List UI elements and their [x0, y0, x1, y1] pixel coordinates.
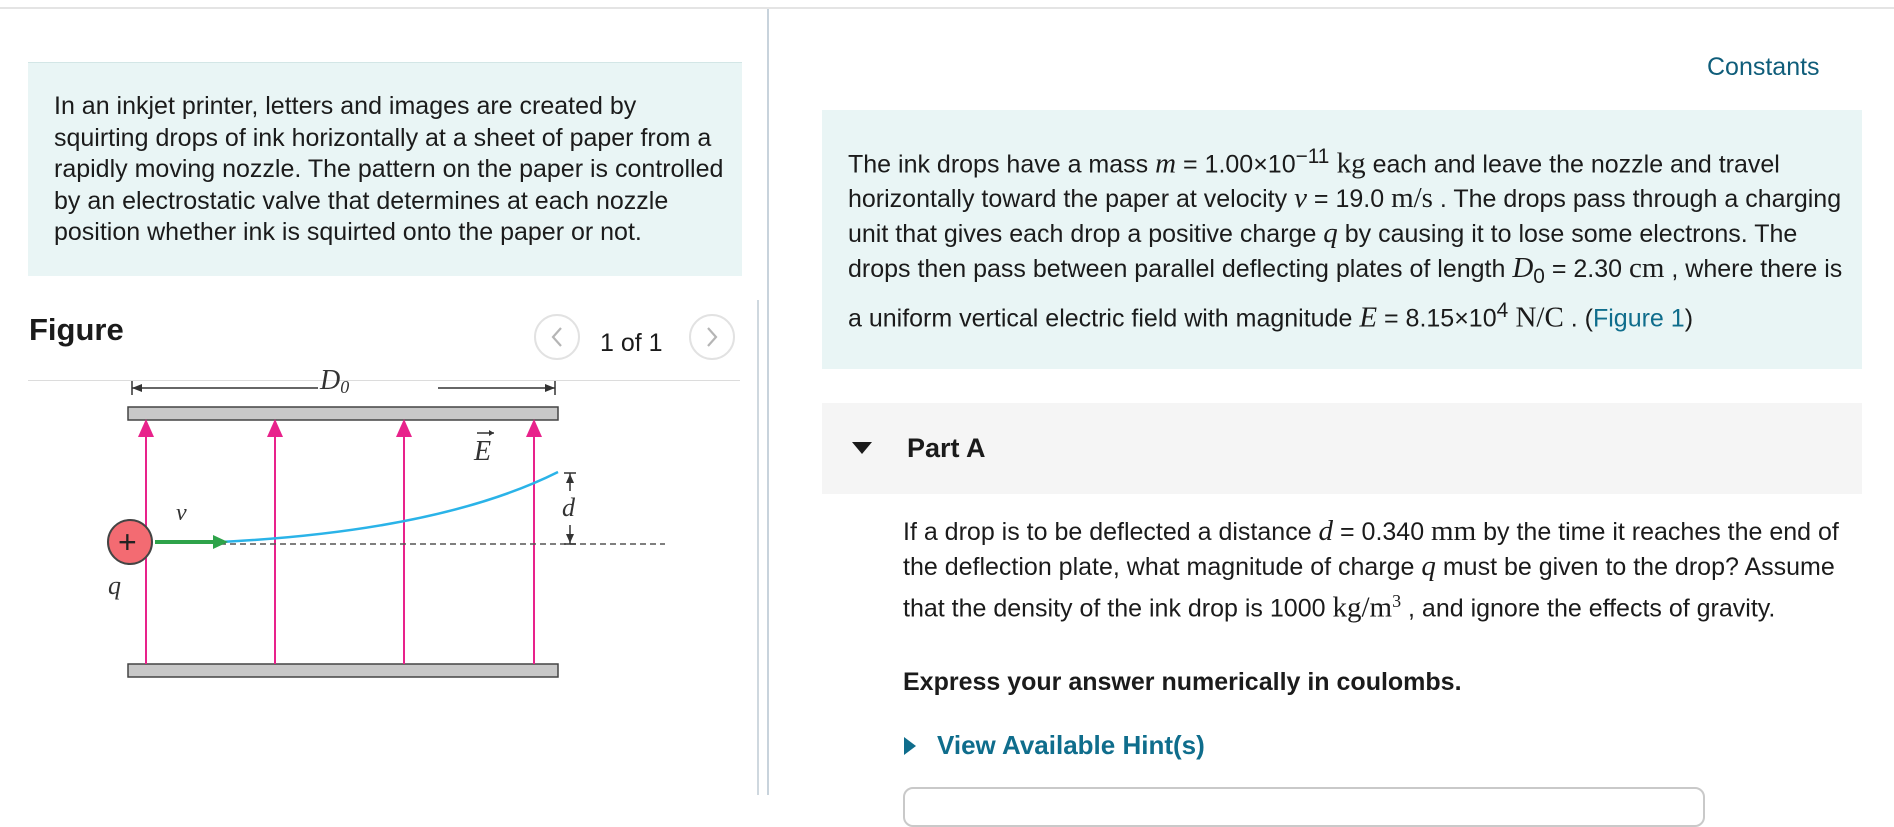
intro-text: In an inkjet printer, letters and images are created by squirting drops of ink horizontally at a sheet of paper from a rapidly moving nozzle. The pattern on the paper is controlled by an electrostatic valve that determines at each nozzle position whether ink is squirted onto the paper or not.	[54, 92, 724, 246]
problem-text-part: , where there is a uniform vertical electric field with magnitude	[848, 255, 1843, 333]
caret-right-icon	[903, 735, 917, 757]
answer-instruction: Express your answer numerically in coulombs.	[903, 668, 1462, 696]
answer-box[interactable]	[903, 787, 1705, 827]
dimension-arrow-left	[132, 384, 142, 392]
question-text	[903, 514, 1863, 625]
velocity-unit: m/s	[1391, 182, 1433, 215]
caret-down-icon	[851, 439, 873, 457]
dimension-arrow-right	[545, 384, 555, 392]
field-value: = 8.15×10	[1377, 304, 1497, 333]
length-label	[319, 365, 349, 397]
density-exponent: 3	[1392, 591, 1402, 611]
deflection-label: d	[562, 493, 575, 522]
plate-length-symbol: D	[1512, 252, 1534, 285]
prev-figure-button[interactable]	[534, 314, 580, 360]
left-panel-scrollbar[interactable]	[757, 300, 759, 795]
problem-text-part: )	[1684, 304, 1694, 333]
problem-text-part: The ink drops have a mass	[848, 150, 1156, 179]
charge-label: q	[108, 571, 121, 600]
problem-panel	[822, 110, 1862, 369]
plate-length-unit: cm	[1629, 252, 1665, 285]
field-exponent: 4	[1496, 299, 1509, 323]
distance-symbol: d	[1318, 515, 1334, 547]
plate-length-value: = 2.30	[1544, 255, 1629, 284]
problem-text-part: . (	[1563, 304, 1593, 333]
part-a-label: Part A	[907, 433, 986, 463]
question-text-part: by the time it reaches the end of the deflection plate, what magnitude of charge	[903, 518, 1839, 581]
view-hints-label: View Available Hint(s)	[937, 730, 1205, 760]
question-text-part: , and ignore the effects of gravity.	[1401, 594, 1776, 623]
mass-exponent: −11	[1295, 145, 1330, 168]
drop-trajectory	[220, 472, 558, 542]
chevron-left-icon	[548, 325, 566, 349]
panel-divider	[767, 9, 769, 795]
question-text-part: If a drop is to be deflected a distance	[903, 518, 1319, 546]
velocity-arrowhead	[213, 535, 228, 549]
problem-text-part: by causing it to lose some electrons. The drops then pass between parallel deflecting plates of length	[848, 220, 1798, 284]
next-figure-button[interactable]	[689, 314, 735, 360]
field-label: E	[474, 436, 492, 467]
field-symbol: E	[1359, 301, 1378, 334]
inkjet-deflection-figure	[80, 365, 680, 701]
charge-symbol: q	[1421, 550, 1436, 582]
figure-link[interactable]: Figure 1	[1592, 304, 1685, 333]
field-unit: N/C	[1508, 301, 1564, 334]
plus-sign: +	[118, 524, 137, 560]
figure-pager: 1 of 1	[600, 329, 663, 357]
bottom-plate	[128, 664, 558, 677]
problem-text-part: . The drops pass through a charging unit that gives each drop a positive charge	[848, 185, 1842, 249]
length-label-sub: 0	[340, 377, 350, 397]
chevron-right-icon	[703, 325, 721, 349]
deflection-arrow-down	[566, 534, 574, 543]
deflection-arrow-up	[566, 474, 574, 483]
top-plate	[128, 407, 558, 420]
velocity-symbol: v	[1294, 182, 1307, 215]
distance-value: = 0.340	[1333, 518, 1432, 546]
intro-panel	[28, 62, 742, 276]
constants-link[interactable]: Constants	[1707, 53, 1820, 81]
length-label-main: D	[320, 365, 341, 396]
distance-unit: mm	[1431, 515, 1477, 547]
velocity-label: v	[176, 500, 187, 526]
mass-value: = 1.00×10	[1176, 150, 1296, 179]
top-rule	[0, 7, 1894, 9]
mass-symbol: m	[1155, 147, 1177, 180]
mass-unit: kg	[1329, 147, 1366, 180]
figure-heading: Figure	[29, 312, 124, 347]
plate-length-subscript: 0	[1533, 265, 1545, 289]
question-text-part: must be given to the drop? Assume that the density of the ink drop is 1000	[903, 553, 1835, 623]
density-unit: kg/m	[1332, 591, 1393, 624]
velocity-value: = 19.0	[1306, 185, 1392, 214]
charge-symbol: q	[1323, 217, 1338, 250]
view-hints-link[interactable]	[903, 730, 1205, 761]
problem-text	[848, 140, 1848, 336]
problem-text-part: each and leave the nozzle and travel horizontally toward the paper at velocity	[848, 150, 1780, 214]
part-a-header[interactable]	[822, 403, 1862, 494]
